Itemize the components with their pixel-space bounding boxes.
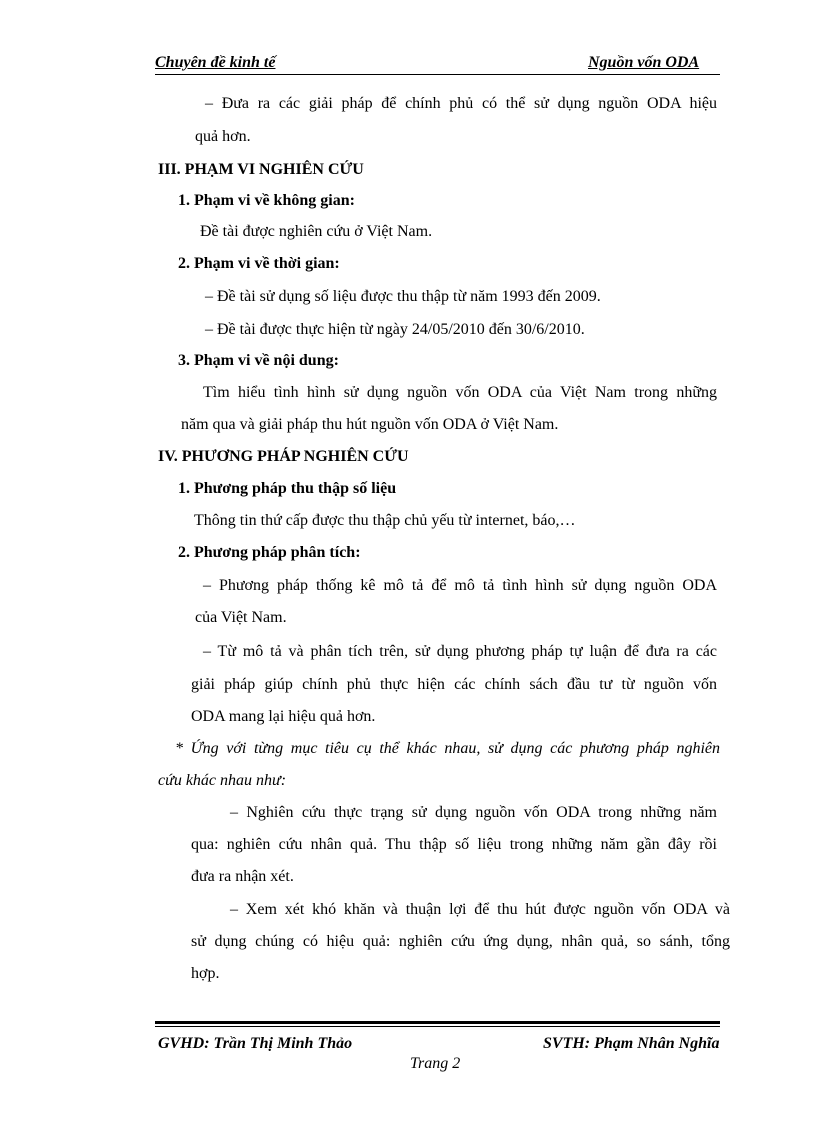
section-4-2-para-2-line-1: – Từ mô tả và phân tích trên, sử dụng phương pháp tự luận để đưa ra các — [203, 643, 717, 660]
header-right: Nguồn vốn ODA — [588, 54, 700, 71]
section-3-3-line-2: năm qua và giải pháp thu hút nguồn vốn ODA ở Việt Nam. — [181, 416, 559, 433]
section-3-3-line-1: Tìm hiểu tình hình sử dụng nguồn vốn ODA của Việt Nam trong những — [203, 384, 717, 401]
method-1-line-2: qua: nghiên cứu nhân quả. Thu thập số liệu trong những năm gần đây rồi — [191, 836, 717, 853]
section-4-title: IV. PHƯƠNG PHÁP NGHIÊN CỨU — [158, 448, 409, 465]
footer-rule-thin — [155, 1026, 720, 1027]
intro-line-2: quả hơn. — [195, 128, 251, 145]
section-4-2-para-1-line-2: của Việt Nam. — [195, 609, 287, 626]
section-4-1-title: 1. Phương pháp thu thập số liệu — [178, 480, 397, 497]
method-1-line-3: đưa ra nhận xét. — [191, 868, 294, 885]
section-3-title: III. PHẠM VI NGHIÊN CỨU — [158, 161, 364, 178]
footer-right: SVTH: Phạm Nhân Nghĩa — [543, 1035, 720, 1052]
footer-rule-thick — [155, 1021, 720, 1024]
section-4-1-text: Thông tin thứ cấp được thu thập chủ yếu từ internet, báo,… — [194, 512, 576, 529]
method-1-line-1: – Nghiên cứu thực trạng sử dụng nguồn vốn ODA trong những năm — [230, 804, 717, 821]
intro-line-1: – Đưa ra các giải pháp để chính phủ có thể sử dụng nguồn ODA hiệu — [205, 95, 717, 112]
section-3-2-bullet-1: – Đề tài sử dụng số liệu được thu thập từ năm 1993 đến 2009. — [205, 288, 601, 305]
note-line-2: cứu khác nhau như: — [158, 772, 287, 789]
section-4-2-para-2-line-3: ODA mang lại hiệu quả hơn. — [191, 708, 376, 725]
section-3-1-title: 1. Phạm vi về không gian: — [178, 192, 355, 209]
section-3-2-title: 2. Phạm vi về thời gian: — [178, 255, 340, 272]
footer-left: GVHD: Trần Thị Minh Thảo — [158, 1035, 353, 1052]
header-left: Chuyên đề kinh tế — [155, 54, 276, 71]
method-2-line-3: hợp. — [191, 965, 220, 982]
section-3-2-bullet-2: – Đề tài được thực hiện từ ngày 24/05/2010 đến 30/6/2010. — [205, 321, 585, 338]
method-2-line-1: – Xem xét khó khăn và thuận lợi để thu hút được nguồn vốn ODA và — [230, 901, 730, 918]
method-2-line-2: sử dụng chúng có hiệu quả: nghiên cứu ứng dụng, nhân quả, so sánh, tổng — [191, 933, 730, 950]
section-4-2-para-2-line-2: giải pháp giúp chính phủ thực hiện các chính sách đầu tư từ nguồn vốn — [191, 676, 717, 693]
section-3-1-text: Đề tài được nghiên cứu ở Việt Nam. — [200, 223, 433, 240]
page-number: Trang 2 — [410, 1055, 461, 1072]
section-4-2-title: 2. Phương pháp phân tích: — [178, 544, 361, 561]
section-3-3-title: 3. Phạm vi về nội dung: — [178, 352, 339, 369]
note-line-1: * Ứng với từng mục tiêu cụ thể khác nhau, sử dụng các phương pháp nghiên — [175, 740, 720, 757]
header-rule — [155, 74, 720, 75]
section-4-2-para-1-line-1: – Phương pháp thống kê mô tả để mô tả tình hình sử dụng nguồn ODA — [203, 577, 717, 594]
